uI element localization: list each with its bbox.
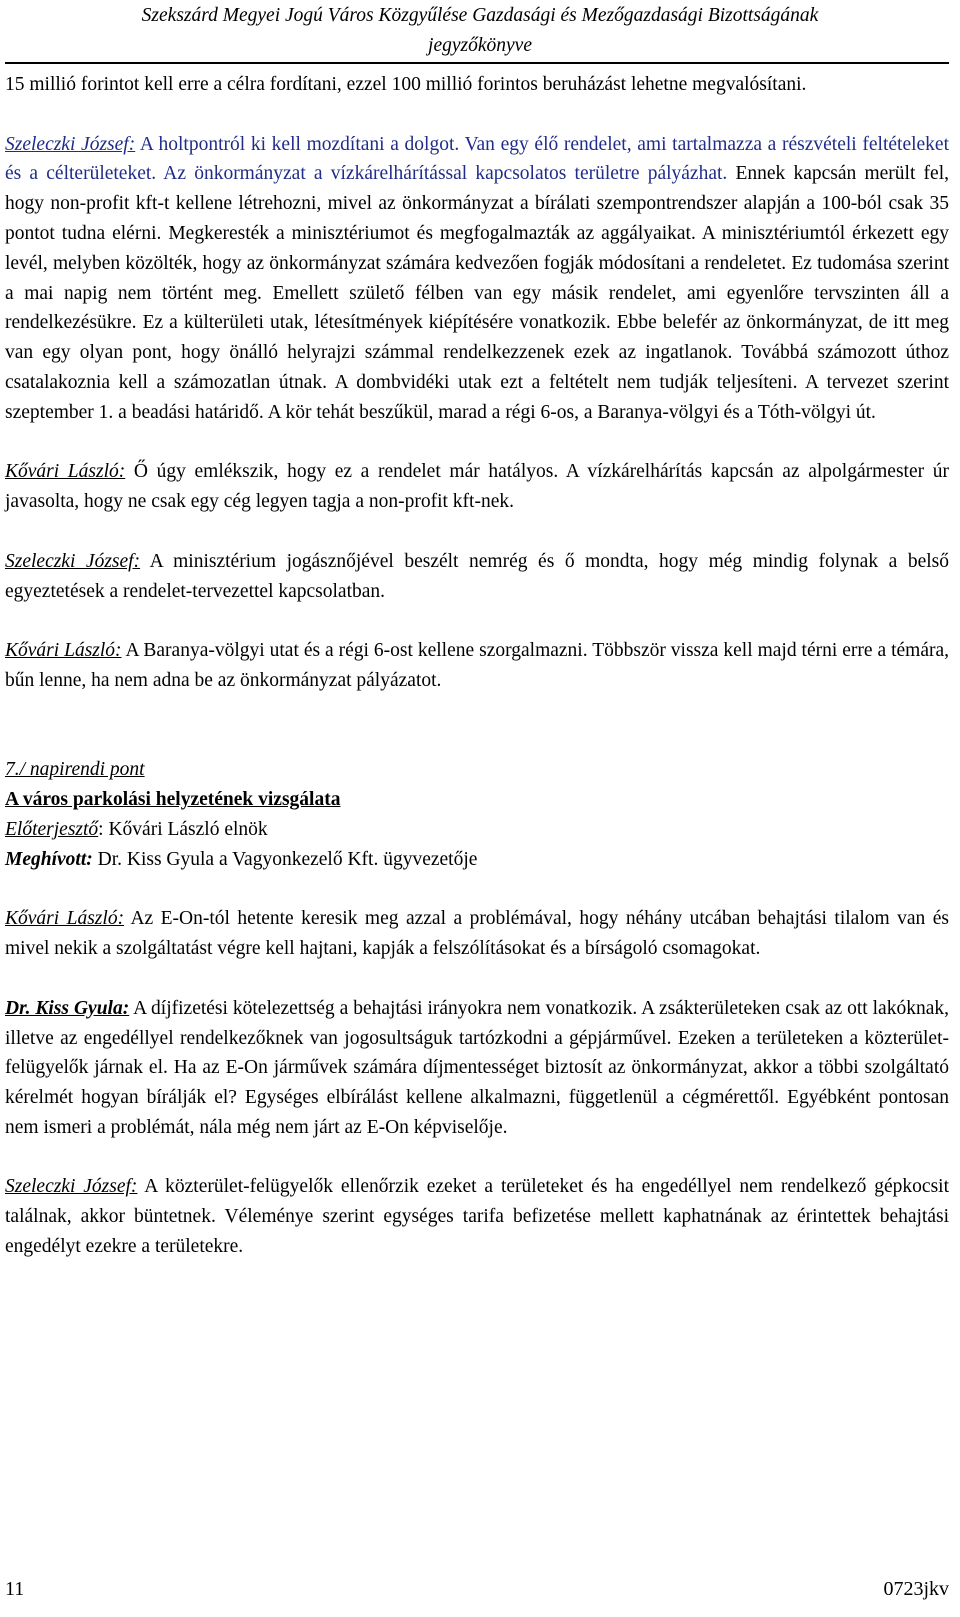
document-body: [5, 70, 949, 1262]
speaker-name: Kővári László:: [5, 908, 125, 930]
paragraph-kovari-3: [5, 904, 949, 964]
paragraph-intro: 15 millió forintot kell erre a célra fordítani, ezzel 100 millió forintos beruházást lehetne megvalósítani.: [5, 74, 807, 95]
agenda-presenter: [5, 815, 949, 845]
invited-value: Dr. Kiss Gyula a Vagyonkezelő Kft. ügyvezetője: [92, 848, 478, 870]
paragraph-szeleczki-2: [5, 547, 949, 607]
document-header: [0, 0, 960, 61]
agenda-number: 7./ napirendi pont: [5, 759, 145, 781]
paragraph-kovari-2: [5, 636, 949, 696]
speaker-name: Kővári László:: [5, 640, 122, 662]
presenter-value: : Kővári László elnök: [98, 818, 268, 840]
speaker-name: Szeleczki József:: [5, 550, 141, 572]
paragraph-text: A közterület-felügyelők ellenőrzik ezeket a területeket és ha engedéllyel nem rendelkező gépkocsit találnak, akkor büntetnek. Véleménye szerint egységes tarifa befizetése mellett kaphatnának az érintettek behajtási engedélyt ezekre a területekre.: [5, 1176, 949, 1258]
header-title-line1: Szekszárd Megyei Jogú Város Közgyűlése Gazdasági és Mezőgazdasági Bizottságának: [141, 5, 819, 26]
speaker-name: Dr. Kiss Gyula:: [5, 997, 130, 1019]
paragraph-text: Az E-On-tól hetente keresik meg azzal a problémával, hogy néhány utcában behajtási tilalom van és mivel nekik a szolgáltatást végre kell hajtani, kapják a felszólításokat és a bírságoló csomagokat.: [5, 908, 949, 960]
paragraph-szeleczki-1: [5, 130, 949, 428]
paragraph-text-blue: A holtpontról ki kell mozdítani a dolgot. Van egy élő rendelet, ami tartalmazza a részvételi feltételeket és a célterületeket. Az önkormányzat a vízkárelhárítással kapcsolatos területre pályázhat.: [5, 133, 949, 185]
header-title-line2: jegyzőkönyve: [428, 35, 532, 56]
header-divider: [5, 62, 949, 64]
document-code: 0723jkv: [883, 1578, 949, 1600]
paragraph-kiss: [5, 994, 949, 1143]
speaker-name: Szeleczki József:: [5, 133, 136, 155]
paragraph-text: Ennek kapcsán merült fel, hogy non-profit kft-t kellene létrehozni, mivel az önkormányzat a bírálati szempontrendszer alapján a 100-ból csak 35 pontot tudna elérni. Megkeresték a minisztériumot és megfogalmazták az aggályaikat. A minisztériumtól érkezett egy levél, melyben közölték, hogy az önkormányzat számára kedvezően fogják módosítani a rendeletet. Ez tudomása szerint a mai napig nem történt meg. Emellett születő félben van egy másik rendelet, ami egyenlőre tervszinten áll a rendelkezésükre. Ez a külterületi utak, létesítmények kiépítésére vonatkozik. Ebbe belefér az önkormányzat, de itt meg van egy olyan pont, hogy önálló helyrajzi számmal rendelkezzenek ezek az ingatlanok. Továbbá számozott úthoz csatalakoznia kell a számozatlan útnak. A dombvidéki utak ezt a feltételt nem tudják teljesíteni. A tervezet szerint szeptember 1. a beadási határidő. A kör tehát beszűkül, marad a régi 6-os, a Baranya-völgyi és a Tóth-völgyi út.: [5, 163, 949, 423]
paragraph-kovari-1: [5, 457, 949, 517]
speaker-name: Szeleczki József:: [5, 1176, 138, 1198]
presenter-label: Előterjesztő: [5, 818, 99, 840]
speaker-name: Kővári László:: [5, 461, 126, 483]
invited-label: Meghívott:: [5, 848, 93, 870]
paragraph-text: A Baranya-völgyi utat és a régi 6-ost kellene szorgalmazni. Többször vissza kell majd térni erre a témára, bűn lenne, ha nem adna be az önkormányzat pályázatot.: [5, 640, 949, 691]
paragraph-text: Ő úgy emlékszik, hogy ez a rendelet már hatályos. A vízkárelhárítás kapcsán az alpolgármester úr javasolta, hogy ne csak egy cég legyen tagja a non-profit kft-nek.: [5, 461, 949, 513]
paragraph-szeleczki-3: [5, 1172, 949, 1261]
paragraph-text: A minisztérium jogásznőjével beszélt nemrég és ő mondta, hogy még mindig folynak a belső egyeztetések a rendelet-tervezettel kapcsolatban.: [5, 550, 949, 602]
paragraph-text: A díjfizetési kötelezettség a behajtási irányokra nem vonatkozik. A zsákterületeken csak az ott lakóknak, illetve az engedéllyel rendelkezőknek van jogosultságuk tartózkodni a gépjárművel. Ezeken a területeken a közterület-felügyelők járnak el. Ha az E-On járművek számára díjmentességet biztosít az önkormányzat, akkor a többi szolgáltató kérelmét hogyan bírálják el? Egységes elbírálást kellene alkalmazni, függetlenül a cégmérettől. Egyébként pontosan nem ismeri a problémát, nála még nem járt az E-On képviselője.: [5, 997, 949, 1138]
agenda-invited: [5, 845, 949, 875]
agenda-title: A város parkolási helyzetének vizsgálata: [5, 789, 341, 811]
page-number: 11: [5, 1578, 25, 1600]
